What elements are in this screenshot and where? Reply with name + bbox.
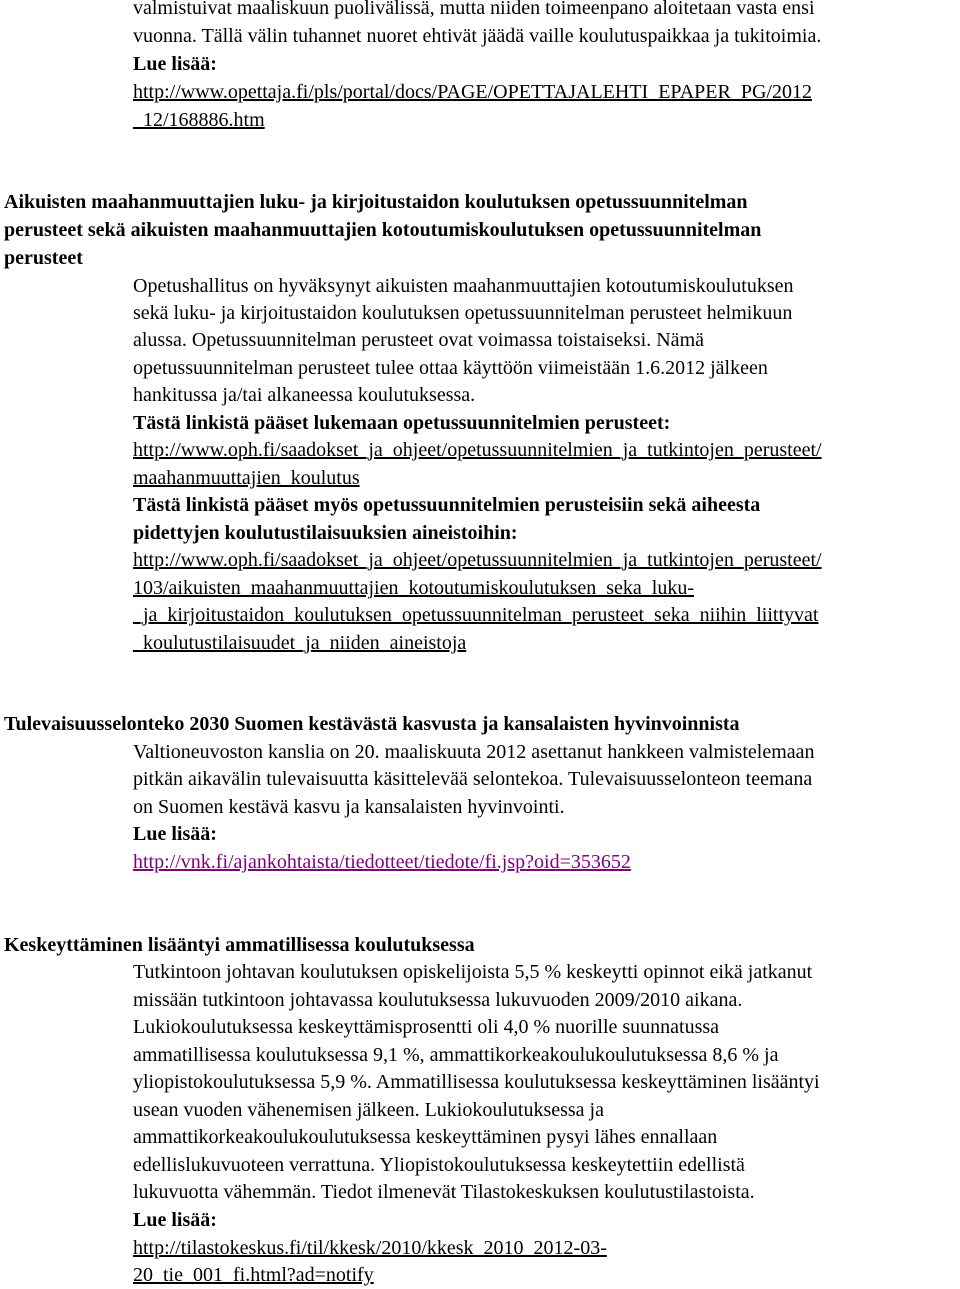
opettaja-link[interactable]: http://www.opettaja.fi/pls/portal/docs/PAGE/OPETTAJALEHTI_EPAPER_PG/2012: [133, 81, 812, 103]
curriculum-link-line[interactable]: [133, 436, 822, 464]
oph-link[interactable]: maahanmuuttajien_koulutus: [133, 467, 360, 489]
section-body-line: lukuvuotta vähemmän. Tiedot ilmenevät Tilastokeskuksen koulutustilastoista.: [133, 1181, 755, 1203]
section-body-line: on Suomen kestävä kasvu ja kansalaisten hyvinvointi.: [133, 796, 565, 818]
article-link-line[interactable]: [133, 106, 265, 134]
curriculum-link-line[interactable]: [133, 464, 360, 492]
section-body-line: ammattikorkeakoulukoulutuksessa keskeyttäminen pysyi lähes ennallaan: [133, 1126, 718, 1148]
section-body-line: alussa. Opetussuunnitelman perusteet ovat voimassa toistaiseksi. Nämä: [133, 329, 704, 351]
section-title: Tulevaisuusselonteko 2030 Suomen kestävästä kasvusta ja kansalaisten hyvinvoinnista: [4, 713, 740, 735]
section-body-line: sekä luku- ja kirjoitustaidon koulutuksen opetussuunnitelman perusteet helmikuun: [133, 302, 793, 324]
section-body-line: Tutkintoon johtavan koulutuksen opiskelijoista 5,5 % keskeytti opinnot eikä jatkanut: [133, 961, 813, 983]
materials-link-line[interactable]: [133, 574, 694, 602]
section-body-line: yliopistokoulutuksessa 5,9 %. Ammatillisessa koulutuksessa keskeyttäminen lisääntyi: [133, 1071, 820, 1093]
vnk-link[interactable]: http://vnk.fi/ajankohtaista/tiedotteet/tiedote/fi.jsp?oid=353652: [133, 851, 631, 873]
materials-link-line[interactable]: [133, 629, 466, 657]
read-more-label: Lue lisää:: [133, 823, 217, 845]
section-body-line: missään tutkintoon johtavassa koulutuksessa lukuvuoden 2009/2010 aikana.: [133, 989, 743, 1011]
oph-link[interactable]: http://www.oph.fi/saadokset_ja_ohjeet/opetussuunnitelmien_ja_tutkintojen_perusteet/: [133, 439, 822, 461]
oph-materials-link[interactable]: http://www.oph.fi/saadokset_ja_ohjeet/opetussuunnitelmien_ja_tutkintojen_perusteet/: [133, 549, 822, 571]
section-title-line: perusteet sekä aikuisten maahanmuuttajien kotoutumiskoulutuksen opetussuunnitelman: [4, 219, 762, 241]
tilastokeskus-link[interactable]: http://tilastokeskus.fi/til/kkesk/2010/kkesk_2010_2012-03-: [133, 1237, 607, 1259]
opettaja-link[interactable]: _12/168886.htm: [133, 109, 265, 131]
section-title: Keskeyttäminen lisääntyi ammatillisessa koulutuksessa: [4, 934, 475, 956]
read-more-label: Lue lisää:: [133, 1209, 217, 1231]
section-body-line: usean vuoden vähenemisen jälkeen. Lukiokoulutuksessa ja: [133, 1099, 604, 1121]
materials-link-line[interactable]: [133, 546, 822, 574]
intro-text-line: vuonna. Tällä välin tuhannet nuoret ehtivät jäädä vaille koulutuspaikkaa ja tukitoimia.: [133, 25, 822, 47]
section-title-line: perusteet: [4, 247, 83, 269]
materials-link-line[interactable]: [133, 601, 818, 629]
tilastokeskus-link[interactable]: 20_tie_001_fi.html?ad=notify: [133, 1264, 374, 1286]
section-body-line: hankitussa ja/tai alkaneessa koulutuksessa.: [133, 384, 476, 406]
statistics-link-line[interactable]: [133, 1261, 374, 1289]
section-body-line: Opetushallitus on hyväksynyt aikuisten maahanmuuttajien kotoutumiskoulutuksen: [133, 275, 794, 297]
section-title-line: Aikuisten maahanmuuttajien luku- ja kirjoitustaidon koulutuksen opetussuunnitelman: [4, 191, 748, 213]
vnk-link-line[interactable]: [133, 848, 631, 876]
link-label: Tästä linkistä pääset myös opetussuunnitelmien perusteisiin sekä aiheesta: [133, 494, 761, 516]
section-body-line: opetussuunnitelman perusteet tulee ottaa käyttöön viimeistään 1.6.2012 jälkeen: [133, 357, 768, 379]
section-body-line: pitkän aikavälin tulevaisuutta käsittelevää selontekoa. Tulevaisuusselonteon teemana: [133, 768, 813, 790]
section-body-line: edellislukuvuoteen verrattuna. Yliopistokoulutuksessa keskeytettiin edellistä: [133, 1154, 745, 1176]
oph-materials-link[interactable]: _koulutustilaisuudet_ja_niiden_aineistoja: [133, 632, 467, 654]
article-link-line[interactable]: [133, 78, 812, 106]
oph-materials-link[interactable]: 103/aikuisten_maahanmuuttajien_kotoutumiskoulutuksen_seka_luku-: [133, 577, 695, 599]
intro-text-line: valmistuivat maaliskuun puolivälissä, mutta niiden toimeenpano aloitetaan vasta ensi: [133, 0, 815, 19]
link-label: Tästä linkistä pääset lukemaan opetussuunnitelmien perusteet:: [133, 412, 671, 434]
link-label: pidettyjen koulutustilaisuuksien aineistoihin:: [133, 522, 518, 544]
section-body-line: Valtioneuvoston kanslia on 20. maaliskuuta 2012 asettanut hankkeen valmistelemaan: [133, 741, 815, 763]
section-body-line: ammatillisessa koulutuksessa 9,1 %, ammattikorkeakoulukoulutuksessa 8,6 % ja: [133, 1044, 779, 1066]
oph-materials-link[interactable]: _ja_kirjoitustaidon_koulutuksen_opetussuunnitelman_perusteet_seka_niihin_liittyvat: [133, 604, 819, 626]
section-body-line: Lukiokoulutuksessa keskeyttämisprosentti oli 4,0 % nuorille suunnatussa: [133, 1016, 720, 1038]
statistics-link-line[interactable]: [133, 1234, 607, 1262]
read-more-label: Lue lisää:: [133, 53, 217, 75]
